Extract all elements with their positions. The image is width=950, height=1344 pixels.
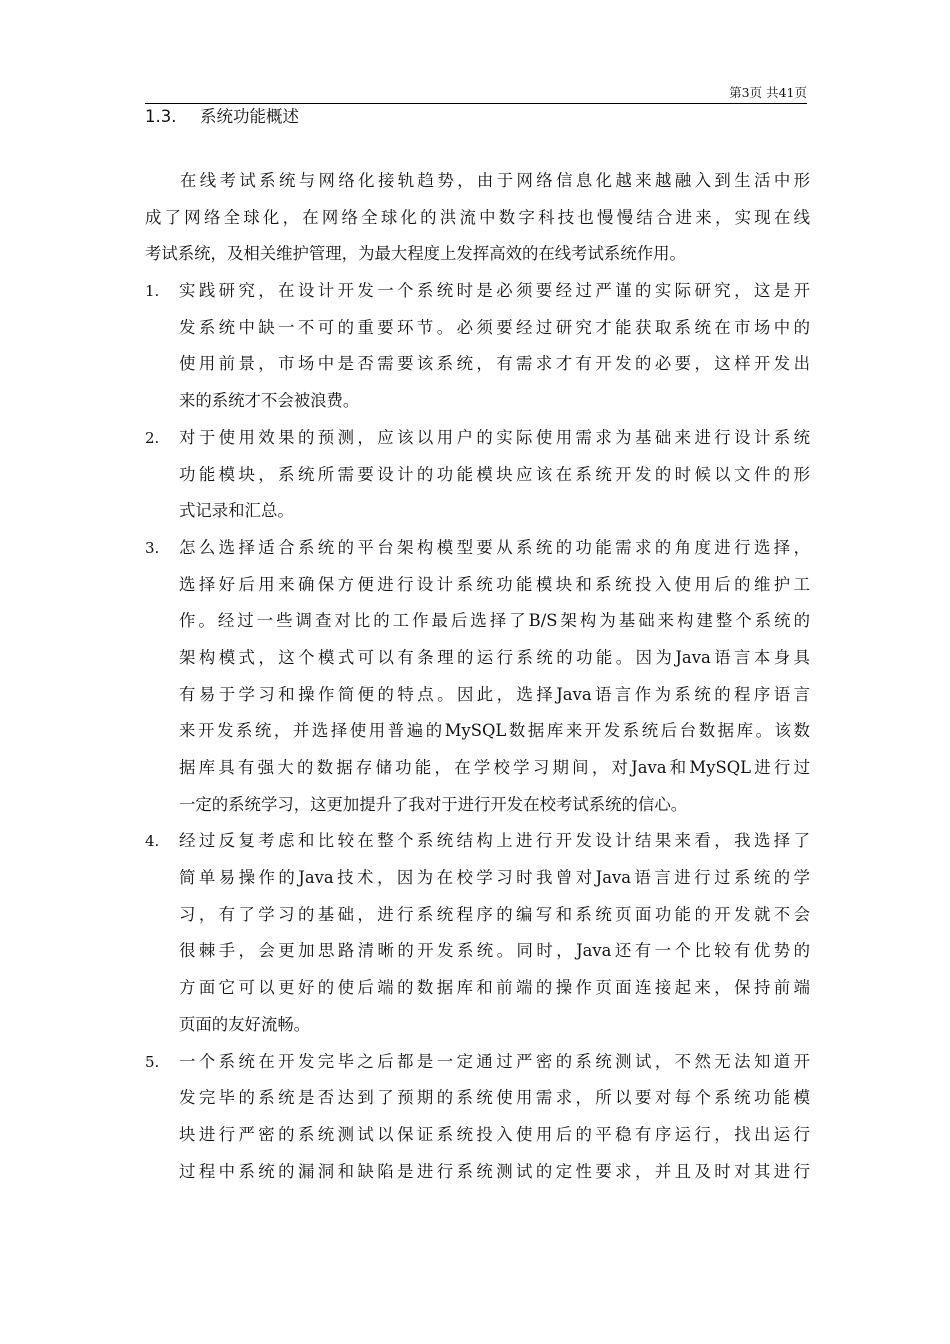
text-line: 页面的友好流畅。 [179,1014,311,1034]
section-title: 系统功能概述 [200,107,299,126]
list-number: 3. [145,538,160,557]
list-number: 2. [145,428,160,447]
section-number: 1.3. [145,107,177,126]
text-line: 一定的系统学习，这更加提升了我对于进行开发在校考试系统的信心。 [179,794,688,814]
text-line: 选择好后用来确保方便进行设计系统功能模块和系统投入使用后的维护工 [179,574,810,594]
text-line: 成了网络全球化，在网络全球化的洪流中数字科技也慢慢结合进来，实现在线 [145,207,810,227]
list-number: 1. [145,282,160,301]
text-line: 考试系统，及相关维护管理，为最大程度上发挥高效的在线考试系统作用。 [145,244,686,264]
text-line: 来开发系统，并选择使用普遍的MySQL数据库来开发系统后台数据库。该数 [179,721,810,741]
list-number: 4. [145,832,160,851]
text-line: 功能模块，系统所需要设计的功能模块应该在系统开发的时候以文件的形 [179,464,810,484]
text-line: 架构模式，这个模式可以有条理的运行系统的功能。因为Java语言本身具 [179,647,810,667]
text-line: 式记录和汇总。 [179,501,294,521]
text-line: 习，有了学习的基础，进行系统程序的编写和系统页面功能的开发就不会 [179,904,810,924]
text-line: 使用前景，市场中是否需要该系统，有需求才有开发的必要，这样开发出 [179,354,810,374]
text-line: 发系统中缺一不可的重要环节。必须要经过研究才能获取系统在市场中的 [179,317,810,337]
text-line: 发完毕的系统是否达到了预期的系统使用需求，所以要对每个系统功能模 [179,1088,810,1108]
text-line: 简单易操作的Java技术，因为在校学习时我曾对Java语言进行过系统的学 [179,868,810,888]
text-line: 来的系统才不会被浪费。 [179,391,360,411]
text-line: 过程中系统的漏洞和缺陷是进行系统测试的定性要求，并且及时对其进行 [179,1161,810,1181]
text-line: 一个系统在开发完毕之后都是一定通过严密的系统测试，不然无法知道开 [179,1051,810,1071]
intro-paragraph [145,163,810,273]
body-text [145,163,810,1190]
text-line: 实践研究，在设计开发一个系统时是必须要经过严谨的实际研究，这是开 [179,281,810,301]
text-line: 在线考试系统与网络化接轨趋势，由于网络信息化越来越融入到生活中形 [180,171,810,190]
page-number: 第3页 共41页 [729,85,807,100]
section-heading [145,105,299,129]
text-line: 怎么选择适合系统的平台架构模型要从系统的功能需求的角度进行选择， [179,537,810,557]
text-line: 作。经过一些调查对比的工作最后选择了B/S架构为基础来构建整个系统的 [179,611,810,631]
text-line: 对于使用效果的预测，应该以用户的实际使用需求为基础来进行设计系统 [179,427,810,447]
list-item [145,1044,810,1191]
text-line: 方面它可以更好的使后端的数据库和前端的操作页面连接起来，保持前端 [179,978,810,998]
text-line: 很棘手，会更加思路清晰的开发系统。同时，Java还有一个比较有优势的 [179,941,810,961]
list-item [145,420,810,530]
list-item [145,823,810,1043]
text-line: 有易于学习和操作简便的特点。因此，选择Java语言作为系统的程序语言 [179,684,810,704]
list-number: 5. [145,1052,160,1071]
list-item [145,530,810,824]
text-line: 块进行严密的系统测试以保证系统投入使用后的平稳有序运行，找出运行 [179,1124,810,1144]
text-line: 经过反复考虑和比较在整个系统结构上进行开发设计结果来看，我选择了 [179,831,810,851]
list-item [145,273,810,420]
text-line: 据库具有强大的数据存储功能，在学校学习期间，对Java和MySQL进行过 [179,758,810,777]
page-header [145,84,807,104]
